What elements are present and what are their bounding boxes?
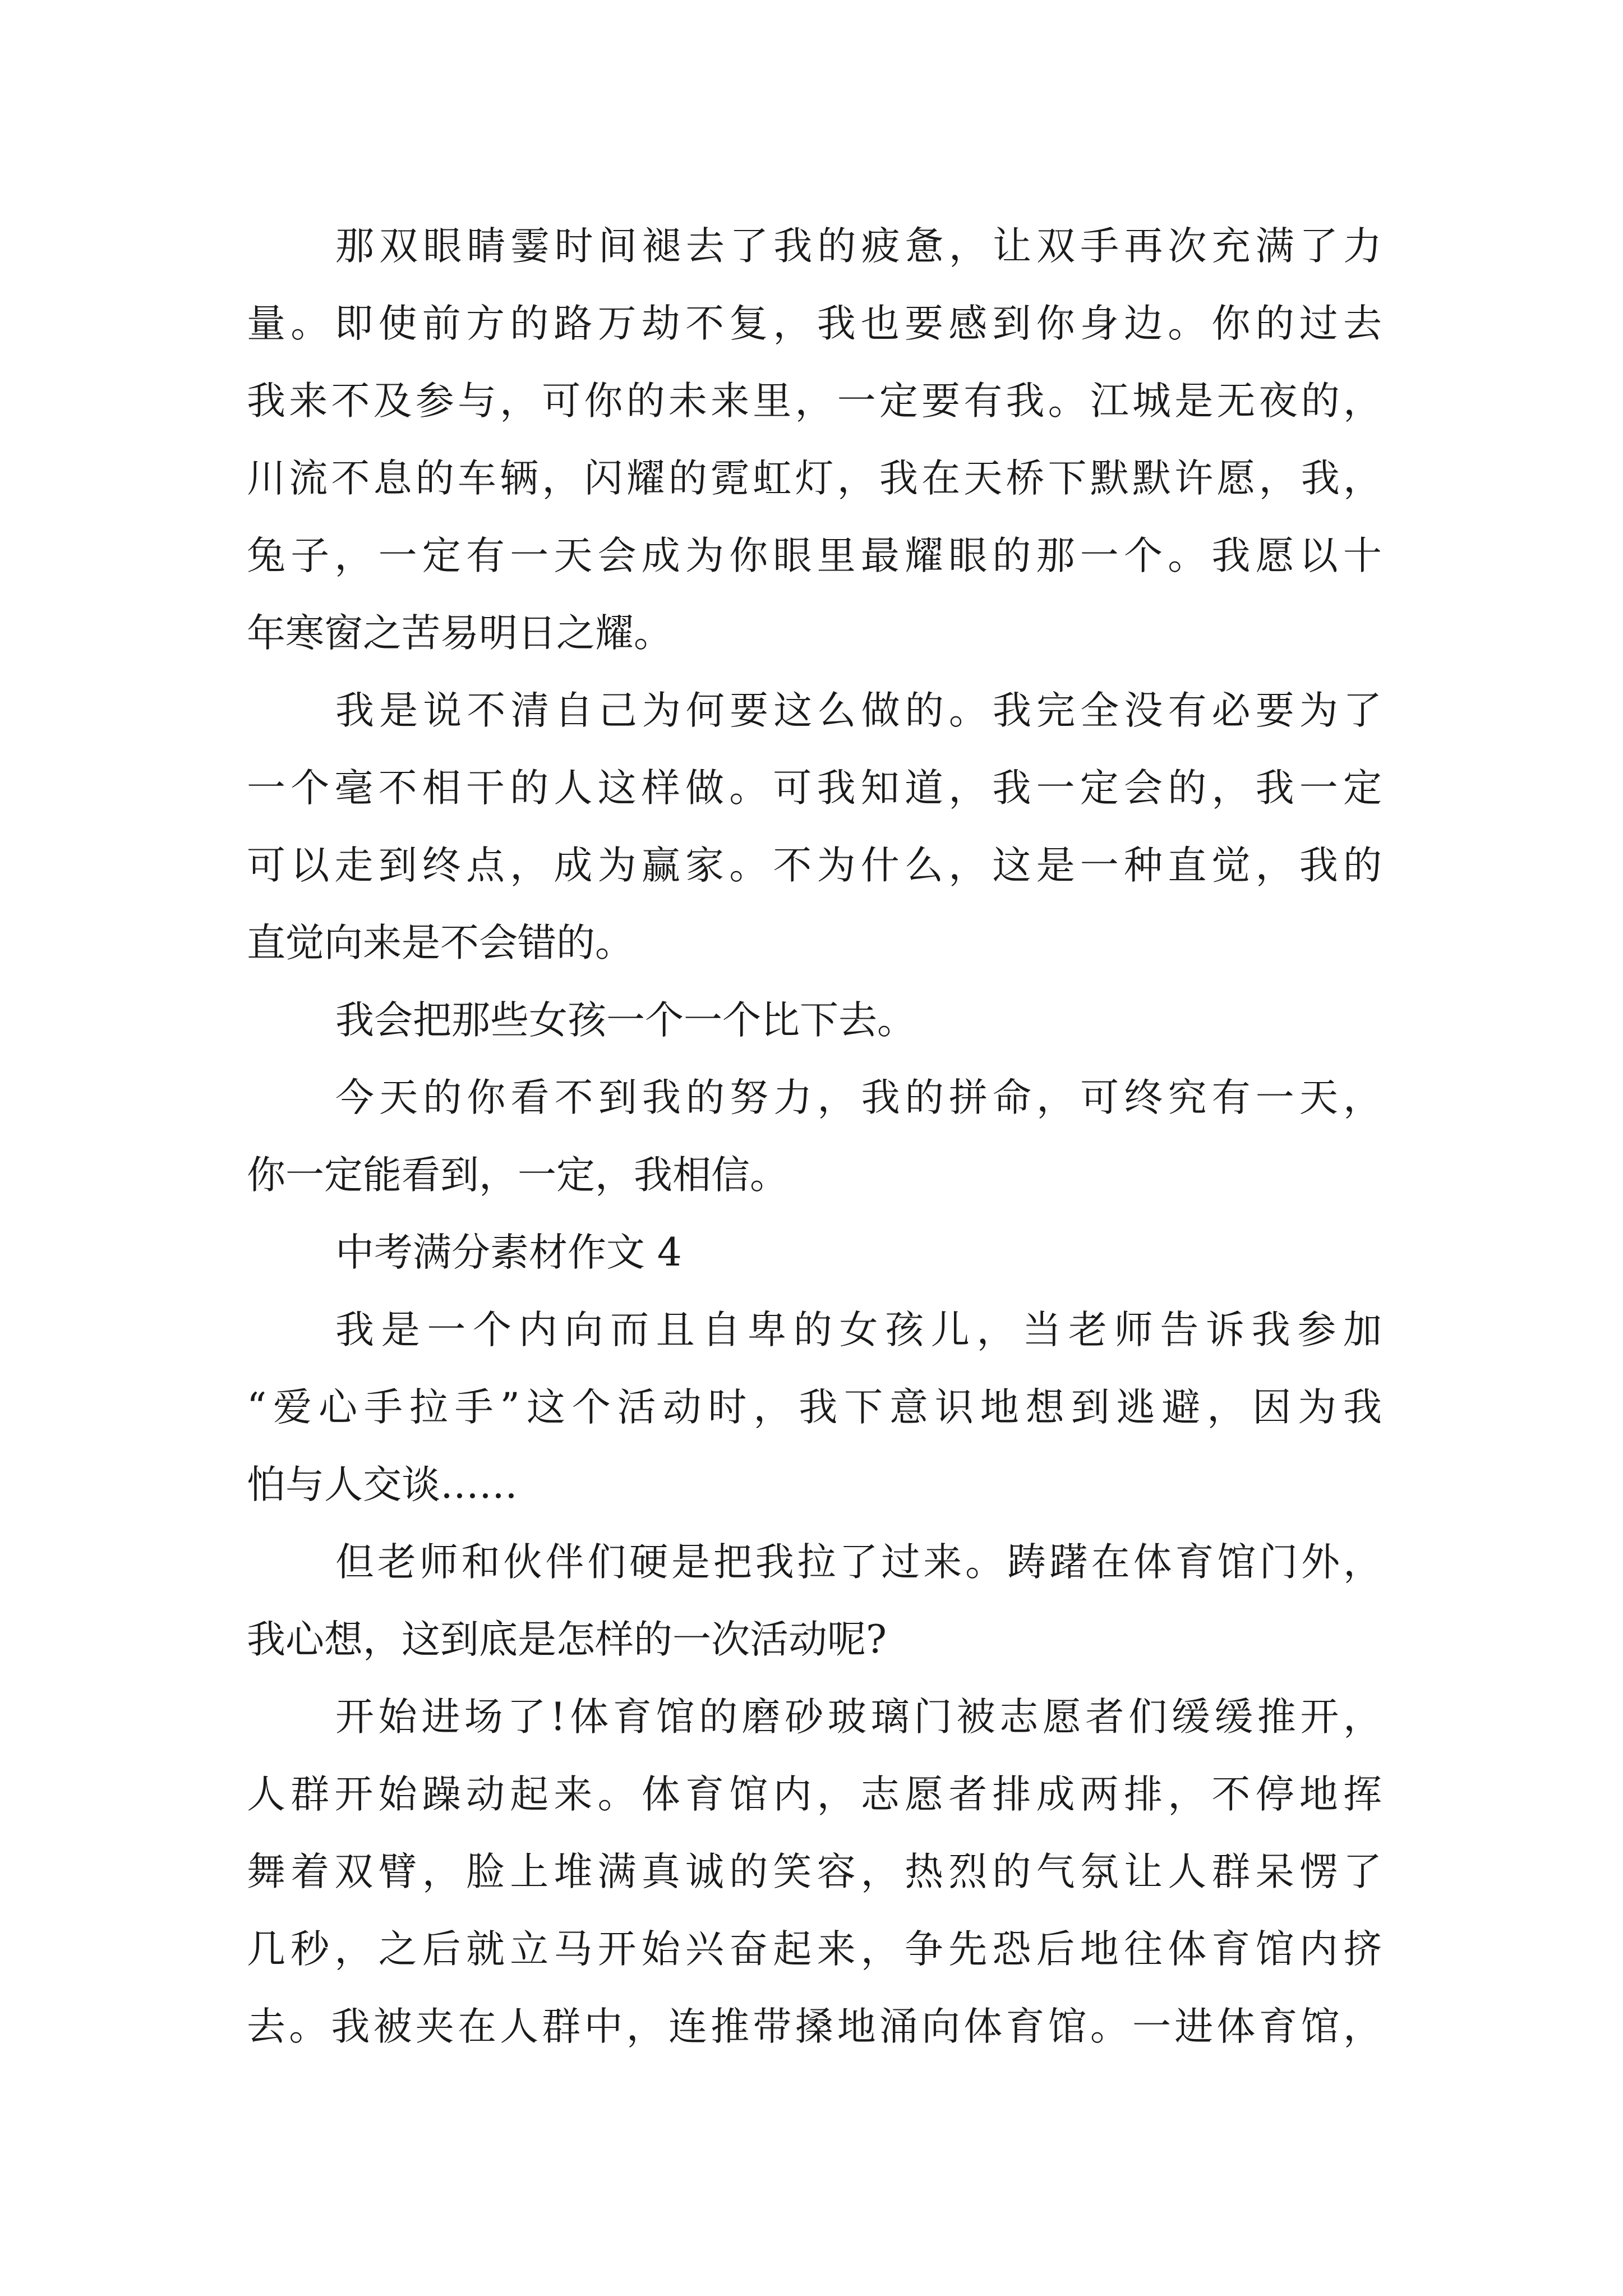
document-page bbox=[247, 208, 1382, 2065]
text-line: 直觉向来是不会错的。 bbox=[247, 921, 634, 965]
text-line: 怕与人交谈…… bbox=[247, 1462, 518, 1507]
text-line: 量。即使前方的路万劫不复，我也要感到你身边。你的过去 bbox=[247, 301, 1382, 346]
text-line: 我是说不清自己为何要这么做的。我完全没有必要为了 bbox=[335, 688, 1382, 733]
text-line: 人群开始躁动起来。体育馆内，志愿者排成两排，不停地挥 bbox=[247, 1772, 1382, 1817]
text-line: 中考满分素材作文 4 bbox=[335, 1230, 682, 1275]
text-line: 开始进场了!体育馆的磨砂玻璃门被志愿者们缓缓推开， bbox=[335, 1695, 1382, 1740]
text-line: 几秒，之后就立马开始兴奋起来，争先恐后地往体育馆内挤 bbox=[247, 1927, 1382, 1972]
text-line: 我会把那些女孩一个一个比下去。 bbox=[335, 998, 916, 1043]
text-line: 可以走到终点，成为赢家。不为什么，这是一种直觉，我的 bbox=[247, 843, 1382, 888]
text-line: 我心想，这到底是怎样的一次活动呢? bbox=[247, 1617, 887, 1662]
text-line: “爱心手拉手”这个活动时，我下意识地想到逃避，因为我 bbox=[247, 1385, 1382, 1430]
text-line: 一个毫不相干的人这样做。可我知道，我一定会的，我一定 bbox=[247, 766, 1382, 811]
text-line: 但老师和伙伴们硬是把我拉了过来。踌躇在体育馆门外， bbox=[335, 1540, 1382, 1585]
text-line: 兔子，一定有一天会成为你眼里最耀眼的那一个。我愿以十 bbox=[247, 533, 1382, 578]
text-line: 川流不息的车辆，闪耀的霓虹灯，我在天桥下默默许愿，我， bbox=[247, 456, 1382, 501]
text-line: 年寒窗之苦易明日之耀。 bbox=[247, 611, 672, 656]
text-line: 我是一个内向而且自卑的女孩儿，当老师告诉我参加 bbox=[335, 1308, 1382, 1352]
text-line: 舞着双臂，脸上堆满真诚的笑容，热烈的气氛让人群呆愣了 bbox=[247, 1849, 1382, 1894]
text-line: 你一定能看到，一定，我相信。 bbox=[247, 1153, 789, 1198]
text-line: 我来不及参与，可你的未来里，一定要有我。江城是无夜的， bbox=[247, 379, 1382, 424]
text-line: 今天的你看不到我的努力，我的拼命，可终究有一天， bbox=[335, 1075, 1382, 1120]
text-line: 那双眼睛霎时间褪去了我的疲惫，让双手再次充满了力 bbox=[335, 224, 1382, 269]
text-line: 去。我被夹在人群中，连推带搡地涌向体育馆。一进体育馆， bbox=[247, 2004, 1382, 2049]
